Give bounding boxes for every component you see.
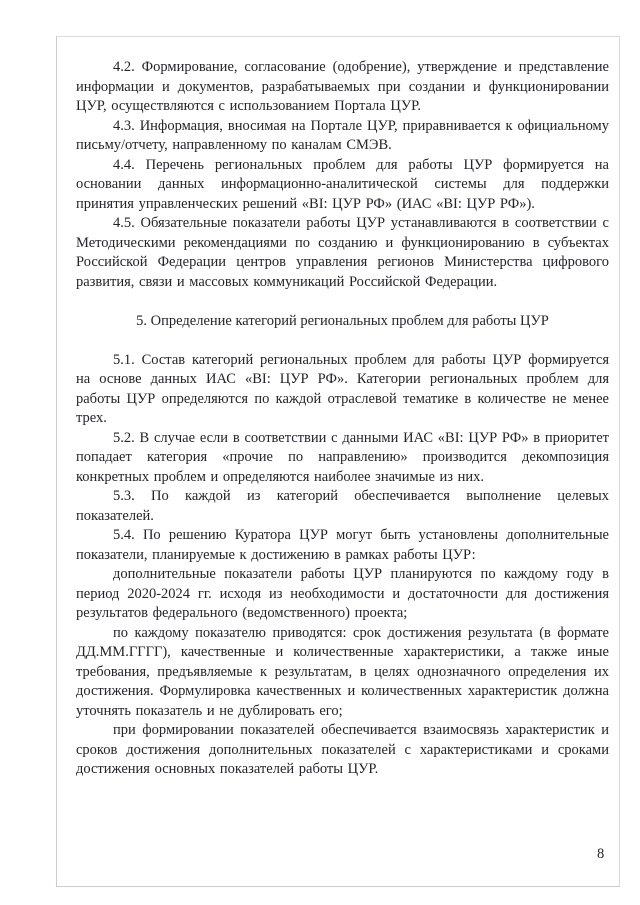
paragraph-5-1: 5.1. Состав категорий региональных проблем для работы ЦУР формируется на основе данных ИАС «BI: ЦУР РФ». Категории региональных проблем для работы ЦУР определяются по каждой отраслевой тематике в количестве не менее трех. bbox=[76, 351, 609, 426]
paragraph-5-4-sub-1: дополнительные показатели работы ЦУР планируются по каждому году в период 2020-2024 гг. исходя из необходимости и достаточности для достижения результатов федерального (ведомственного) проекта; bbox=[76, 566, 609, 621]
section-5-heading: 5. Определение категорий региональных проблем для работы ЦУР bbox=[136, 312, 549, 329]
document-body bbox=[76, 58, 609, 780]
paragraph-4-2: 4.2. Формирование, согласование (одобрение), утверждение и представление информации и документов, разрабатываемых при создании и функционировании ЦУР, осуществляются с использованием Портала ЦУР. bbox=[76, 59, 609, 114]
paragraph-4-3: 4.3. Информация, вносимая на Портале ЦУР, приравнивается к официальному письму/отчету, направленному по каналам СМЭВ. bbox=[76, 117, 609, 153]
paragraph-4-5: 4.5. Обязательные показатели работы ЦУР устанавливаются в соответствии с Методическими рекомендациями по созданию и функционированию в субъектах Российской Федерации центров управления регионов Министерства цифрового развития, связи и массовых коммуникаций Российской Федерации. bbox=[76, 215, 609, 290]
paragraph-4-4: 4.4. Перечень региональных проблем для работы ЦУР формируется на основании данных информационно-аналитической системы для поддержки принятия управленческих решений «BI: ЦУР РФ» (ИАС «BI: ЦУР РФ»). bbox=[76, 156, 609, 212]
paragraph-5-4-sub-2: по каждому показателю приводятся: срок достижения результата (в формате ДД.ММ.ГГГГ), качественные и количественные характеристики, а также иные требования, предъявляемые к результатам, в целях однозначного определения их достижения. Формулировка качественных и количественных характеристик должна уточнять показатель и не дублировать его; bbox=[76, 624, 609, 719]
page-number: 8 bbox=[597, 846, 605, 862]
paragraph-5-4-sub-3: при формировании показателей обеспечивается взаимосвязь характеристик и сроков достижения дополнительных показателей с характеристиками и сроками достижения основных показателей работы ЦУР. bbox=[76, 722, 609, 777]
paragraph-5-3: 5.3. По каждой из категорий обеспечивается выполнение целевых показателей. bbox=[76, 488, 609, 524]
paragraph-5-4: 5.4. По решению Куратора ЦУР могут быть установлены дополнительные показатели, планируемые к достижению в рамках работы ЦУР: bbox=[76, 527, 609, 563]
paragraph-5-2: 5.2. В случае если в соответствии с данными ИАС «BI: ЦУР РФ» в приоритет попадает категория «прочие по направлению» производится декомпозиция конкретных проблем и определяются наиболее значимые из них. bbox=[76, 429, 609, 485]
